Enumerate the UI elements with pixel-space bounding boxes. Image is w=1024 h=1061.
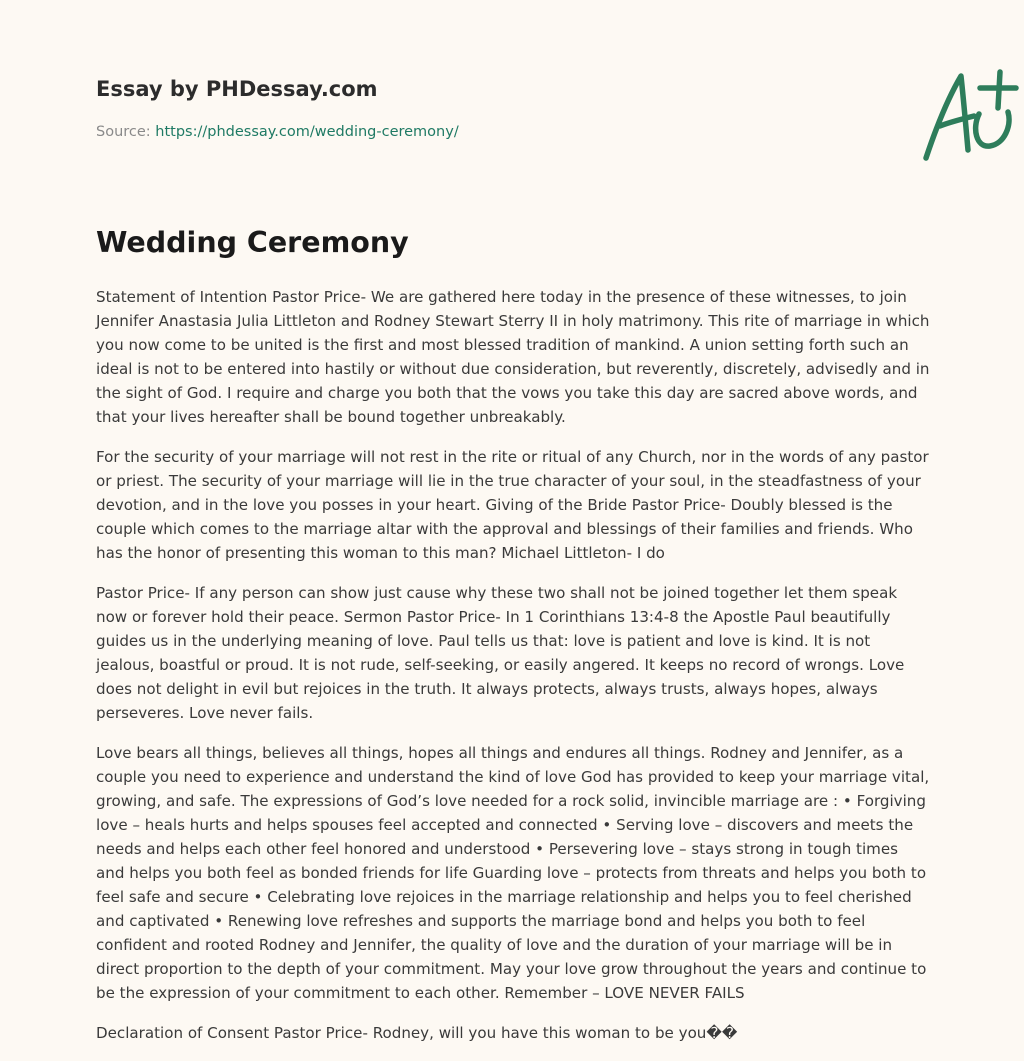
article-body xyxy=(96,285,930,1061)
article-paragraph: For the security of your marriage will not rest in the rite or ritual of any Church, nor in the words of any pastor or priest. The security of your marriage will lie in the true character of your soul, in the steadfastness of your devotion, and in the love you posses in your heart. Giving of the Bride Pastor Price- Doubly blessed is the couple which comes to the marriage altar with the approval and blessings of their families and friends. Who has the honor of presenting this woman to this man? Michael Littleton- I do xyxy=(96,448,929,562)
a-plus-grade-icon xyxy=(916,66,1024,166)
source-line xyxy=(96,124,459,140)
brand-heading: Essay by PHDessay.com xyxy=(96,77,378,101)
article-paragraph: Declaration of Consent Pastor Price- Rodney, will you have this woman to be you�� xyxy=(96,1024,738,1042)
article-paragraph: Statement of Intention Pastor Price- We are gathered here today in the presence of these witnesses, to join Jennifer Anastasia Julia Littleton and Rodney Stewart Sterry II in holy matrimony. This rite of marriage in which you now come to be united is the first and most blessed tradition of mankind. A union setting forth such an ideal is not to be entered into hastily or without due consideration, but reverently, discretely, advisedly and in the sight of God. I require and charge you both that the vows you take this day are sacred above words, and that your lives hereafter shall be bound together unbreakably. xyxy=(96,288,930,426)
article-paragraph: Love bears all things, believes all things, hopes all things and endures all things. Rodney and Jennifer, as a couple you need to experience and understand the kind of love God has provided to keep your marriage vital, growing, and safe. The expressions of God’s love needed for a rock solid, invincible marriage are : • Forgiving love – heals hurts and helps spouses feel accepted and connected • Serving love – discovers and meets the needs and helps each other feel honored and understood • Persevering love – stays strong in tough times and helps you both feel as bonded friends for life Guarding love – protects from threats and helps you both to feel safe and secure • Celebrating love rejoices in the marriage relationship and helps you to feel cherished and captivated • Renewing love refreshes and supports the marriage bond and helps you both to feel confident and rooted Rodney and Jennifer, the quality of love and the duration of your marriage will be in direct proportion to the depth of your commitment. May your love grow throughout the years and continue to be the expression of your commitment to each other. Remember – LOVE NEVER FAILS xyxy=(96,744,930,1002)
source-label: Source: xyxy=(96,124,156,140)
page-title: Wedding Ceremony xyxy=(96,226,409,259)
source-link[interactable]: https://phdessay.com/wedding-ceremony/ xyxy=(155,124,459,140)
article-paragraph: Pastor Price- If any person can show just cause why these two shall not be joined together let them speak now or forever hold their peace. Sermon Pastor Price- In 1 Corinthians 13:4-8 the Apostle Paul beautifully guides us in the underlying meaning of love. Paul tells us that: love is patient and love is kind. It is not jealous, boastful or proud. It is not rude, self-seeking, or easily angered. It keeps no record of wrongs. Love does not delight in evil but rejoices in the truth. It always protects, always trusts, always hopes, always perseveres. Love never fails. xyxy=(96,584,905,722)
